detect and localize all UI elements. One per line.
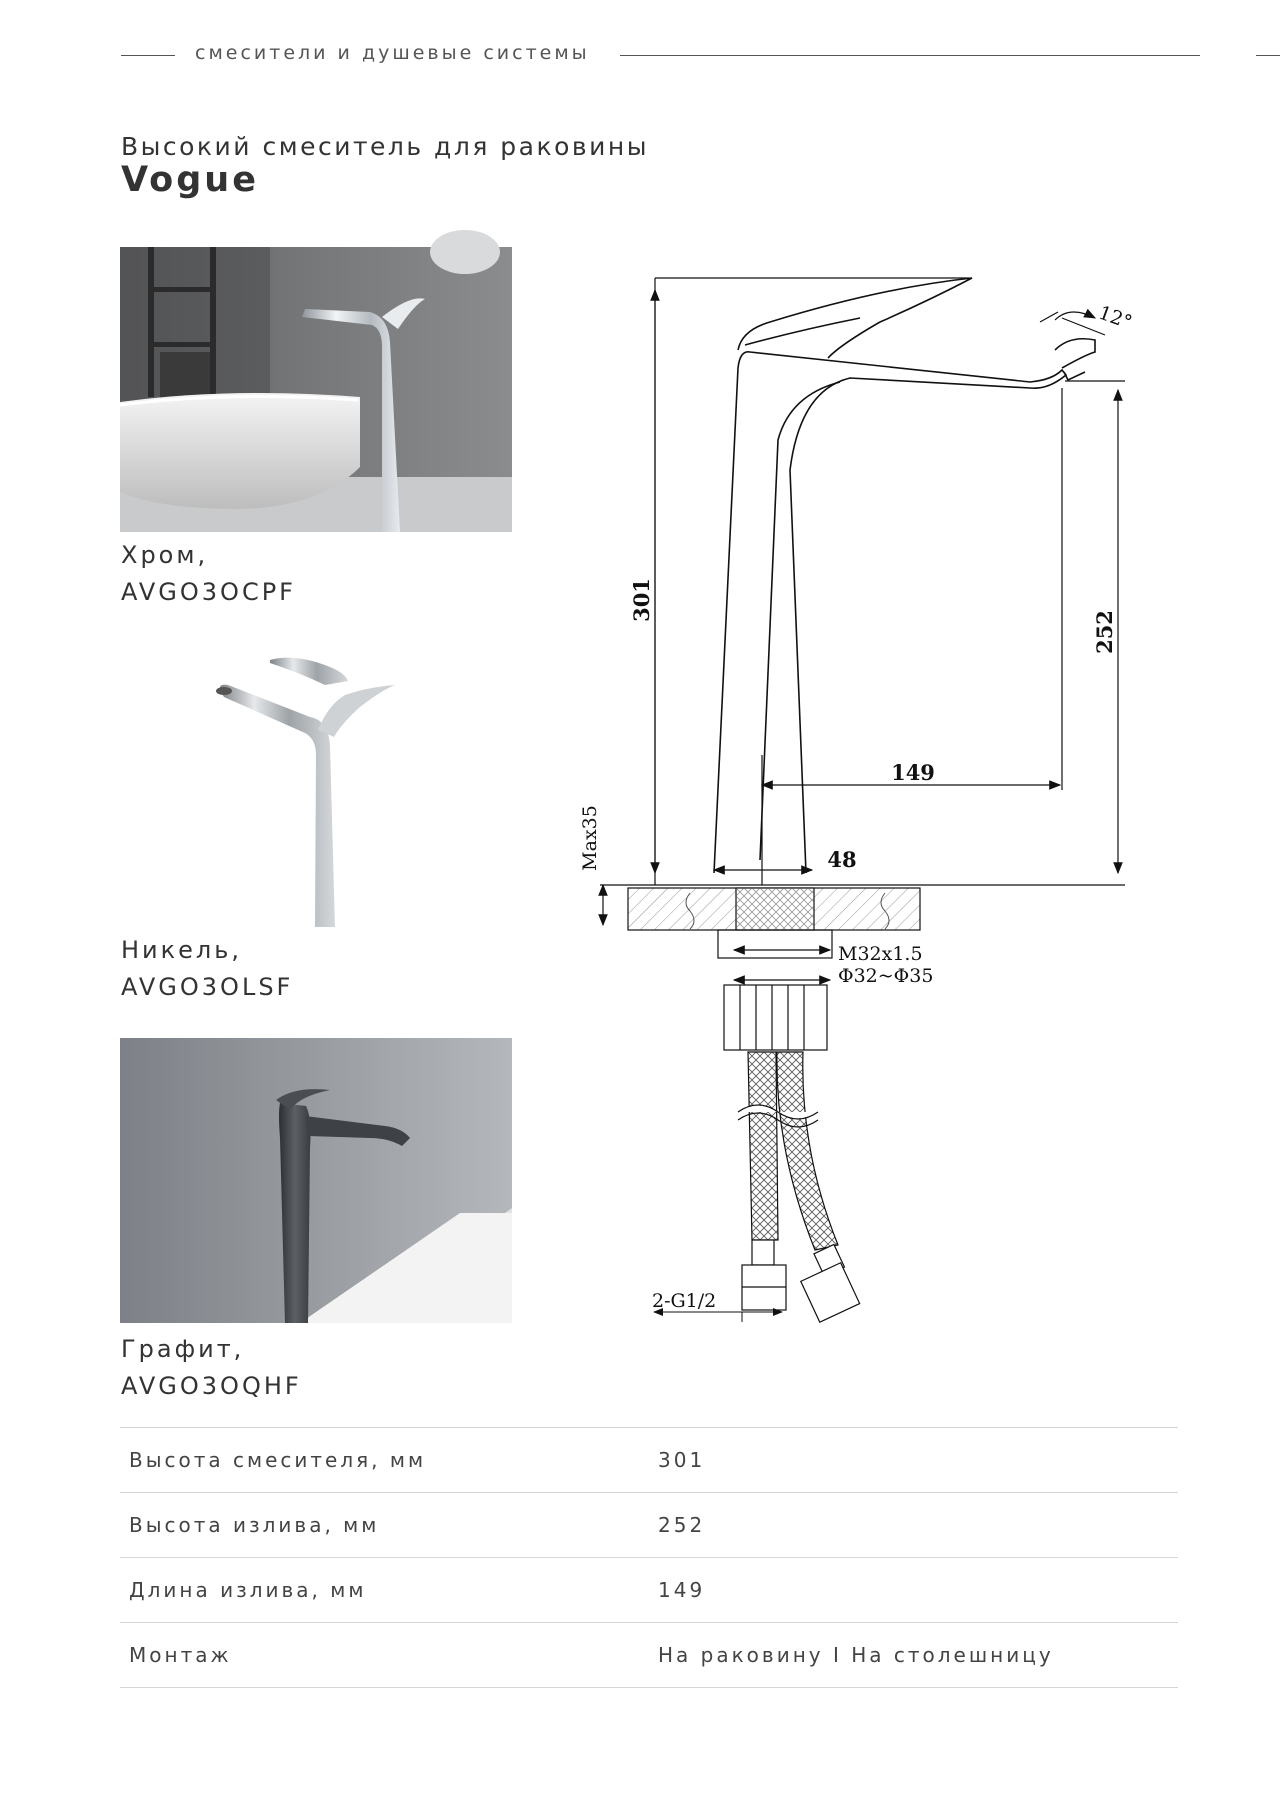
variant-nickel xyxy=(121,932,293,1006)
spec-row xyxy=(120,1428,1178,1493)
section-title: смесители и душевые системы xyxy=(195,42,590,64)
dim-angle: 12° xyxy=(1095,301,1135,334)
spec-value: 149 xyxy=(658,1578,706,1602)
variant-graphite-code: AVGO3OQHF xyxy=(121,1372,302,1400)
spec-row xyxy=(120,1623,1178,1688)
spec-value: 301 xyxy=(658,1448,706,1472)
variant-chrome-code: AVGO3OCPF xyxy=(121,578,296,606)
spec-value: 252 xyxy=(658,1513,706,1537)
variant-nickel-code: AVGO3OLSF xyxy=(121,973,294,1001)
photo-graphite xyxy=(120,1038,512,1323)
header-rule-left xyxy=(121,55,175,56)
spec-label: Высота смесителя, мм xyxy=(129,1448,427,1472)
spec-value: На раковину I На столешницу xyxy=(658,1643,1054,1667)
dim-base-diameter: 48 xyxy=(827,847,857,872)
variant-chrome xyxy=(121,537,296,611)
spec-label: Длина излива, мм xyxy=(129,1578,367,1602)
dim-thread: M32x1.5 xyxy=(838,943,923,965)
product-title: Vogue xyxy=(121,160,259,200)
technical-drawing xyxy=(570,255,1135,1335)
spec-label: Монтаж xyxy=(129,1643,232,1667)
spec-table xyxy=(120,1427,1178,1688)
dim-total-height: 301 xyxy=(629,578,654,622)
header-rule-right xyxy=(620,55,1200,56)
spec-row xyxy=(120,1493,1178,1558)
dim-hole-diameter: Φ32~Φ35 xyxy=(838,965,934,987)
header-rule-edge xyxy=(1256,55,1280,56)
photo-nickel xyxy=(120,645,512,930)
variant-nickel-finish: Никель, xyxy=(121,936,243,964)
dim-max-thickness: Max35 xyxy=(579,805,601,871)
variant-chrome-finish: Хром, xyxy=(121,541,209,569)
variant-graphite xyxy=(121,1331,302,1405)
dim-spout-height: 252 xyxy=(1092,610,1117,654)
spec-row xyxy=(120,1558,1178,1623)
spec-label: Высота излива, мм xyxy=(129,1513,380,1537)
product-subtitle: Высокий смеситель для раковины xyxy=(121,132,649,161)
variant-graphite-finish: Графит, xyxy=(121,1335,245,1363)
photo-chrome xyxy=(120,247,512,532)
dim-hose-connection: 2-G1/2 xyxy=(652,1290,717,1312)
dim-spout-reach: 149 xyxy=(891,760,935,785)
